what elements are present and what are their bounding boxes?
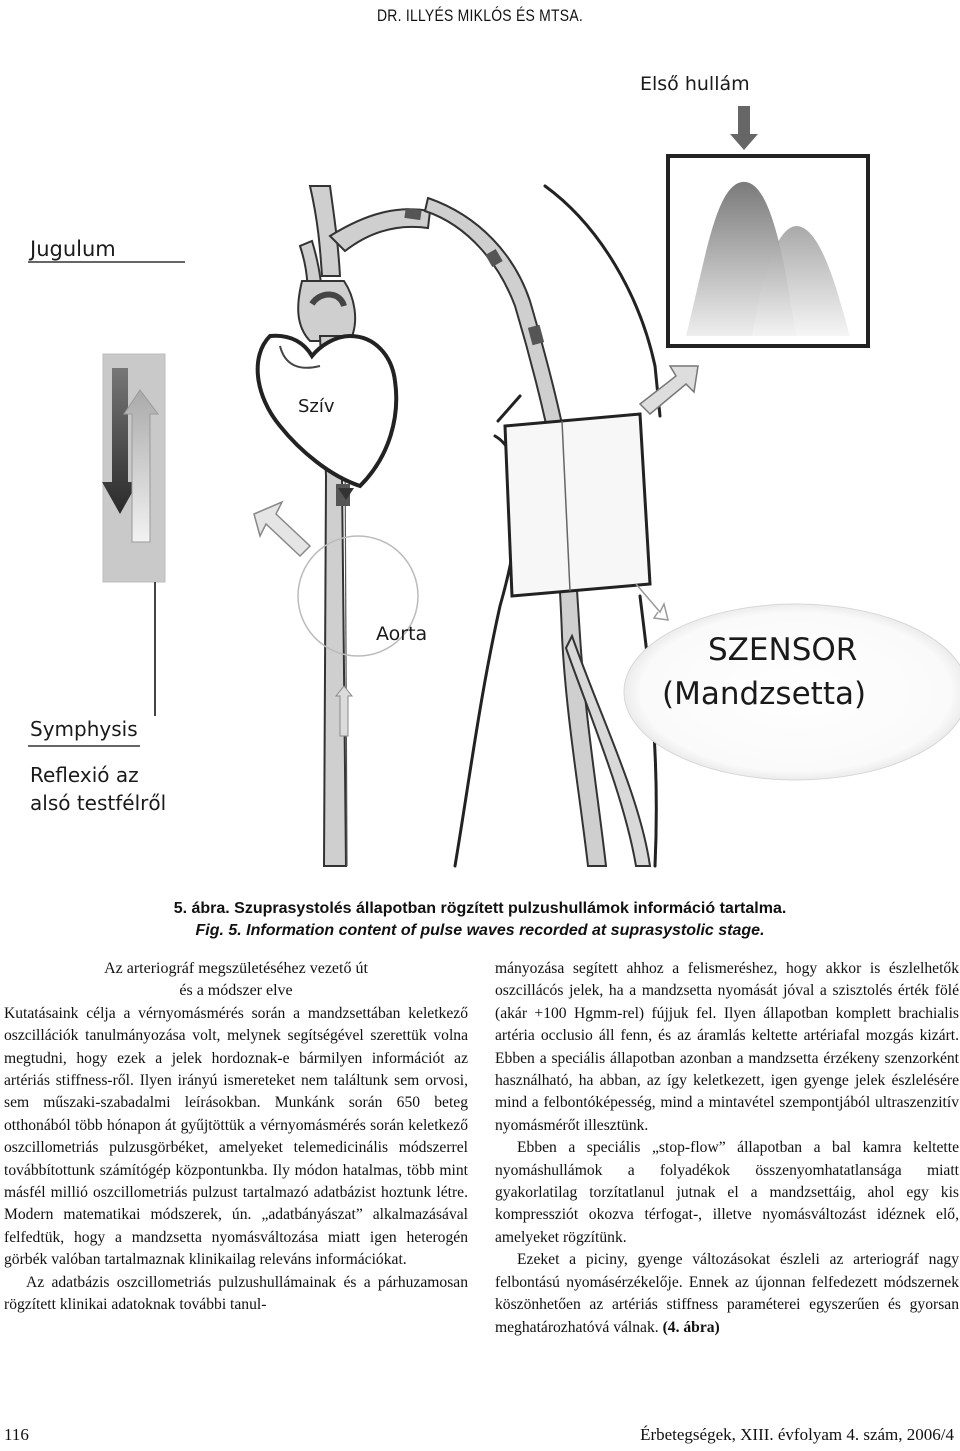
section-title-line2: és a módszer elve: [179, 982, 293, 1000]
cuff-to-wave-arrow-icon: [640, 366, 698, 414]
first-wave-label: Első hullám: [640, 73, 750, 95]
right-paragraph-3-text: Ezeket a piciny, gyenge változásokat észleli az arteriográf nagy felbontású nyomásérzékelője. Ennek az újonnan felfedezett módszernek köszönhetően az artériás stiffness paraméterei egyszerűen és gyorsan meghatározhatóvá válnak.: [495, 1251, 959, 1336]
aorta-pointer-arrow-icon: [254, 502, 310, 556]
running-head: DR. ILLYÉS MIKLÓS ÉS MTSA.: [376, 6, 583, 25]
aorta-label: Aorta: [376, 623, 428, 645]
figure-caption-english: Fig. 5. Information content of pulse waves recorded at suprasystolic stage.: [195, 922, 765, 939]
figure-5: [0, 36, 960, 888]
page-number: 116: [4, 1425, 29, 1444]
right-paragraph-3: [495, 1249, 959, 1339]
right-paragraph-1: mányozása segített ahhoz a felismeréshez, hogy akkor is észlelhetők oszcillácós jelek, ha a mandzsetta nyomását jóval a szisztolés érték fölé (akár +100 Hgmm-rel) fújjuk fel. Ilyen állapotban komplett brachialis artéria occlusio áll fenn, és az áramlás keltette artériafal mozgás kizárt. Ebben a speciális állapotban azonban a mandzsetta érzékeny szenzorként használható, ha abban, az így keletkezett, igen gyenge jelek észlelésére mind a felbontóképesség, mind a mintavétel szempontjából ultraszenzitív nyomásmérőt illesztünk.: [495, 960, 959, 1134]
figure-caption-hungarian: 5. ábra. Szuprasystolés állapotban rögzített pulzushullámok információ tartalma.: [173, 900, 787, 917]
sensor-label-line2: (Mandzsetta): [662, 676, 867, 712]
left-paragraph-1: Kutatásaink célja a vérnyomásmérés során a mandzsettában keletkező oszcillációk tanulmányozása volt, melynek segítségével szerettük volna megtudni, hogy ezek a jelek hordoznak-e bármilyen információt az artériás stiffness-ről. Ilyen irányú ismereteket nem találtunk sem orvosi, sem műszaki-szabadalmi leírásokban. Munkánk során 650 beteg otthonából több hónapon át gyűjtöttük a vérnyomásmérés során keletkező oszcillometriás pulzusgörbéket, amelyeket telemedicinális módszerrel továbbítottunk számítógép központunkba. Ily módon hatalmas, több mint másfél millió oszcillometriás pulzust tartalmazó adatbázist hoztunk létre. Modern matematikai módszerek, ún. „adatbányászat” alkalmazásával felfedtük, hogy a mandzsetta nyomásváltozása miatt igen heterogén görbék valóban tartalmaznak klinikailag releváns információkat.: [4, 1004, 468, 1269]
waveform-box: [668, 156, 868, 346]
heart-label: Szív: [298, 396, 335, 417]
anatomy-diagram: [0, 36, 960, 888]
cuff: [505, 414, 650, 596]
right-column: [495, 958, 959, 1339]
section-title-line1: Az arteriográf megszületéséhez vezető út: [104, 960, 368, 977]
left-column: [4, 958, 468, 1317]
journal-citation: Érbetegségek, XIII. évfolyam 4. szám, 2006/4: [640, 1425, 954, 1444]
reflection-label-line1: Reflexió az: [30, 763, 139, 787]
sensor-label-line1: SZENSOR: [708, 632, 858, 668]
right-paragraph-2: Ebben a speciális „stop-flow” állapotban a bal kamra keltette nyomáshullámok a folyadékok összenyomhatatlansága miatt gyakorlatilag torzítatlanul jutnak el a mandzsettáig, ahol egy kis kompressziót okozva térfogat-, illetve nyomásváltozást idéznek elő, amelyeket rögzítünk.: [495, 1139, 959, 1246]
jugulum-label: Jugulum: [30, 237, 116, 261]
first-wave-arrow-icon: [730, 106, 758, 150]
figure-reference: (4. ábra): [662, 1318, 720, 1336]
symphysis-label: Symphysis: [30, 717, 138, 741]
reflection-label-line2: alsó testfélről: [30, 791, 167, 815]
left-paragraph-2: Az adatbázis oszcillometriás pulzushullámainak és a párhuzamosan rögzített klinikai adatoknak további tanul-: [4, 1273, 468, 1314]
reflection-panel: [102, 354, 165, 582]
